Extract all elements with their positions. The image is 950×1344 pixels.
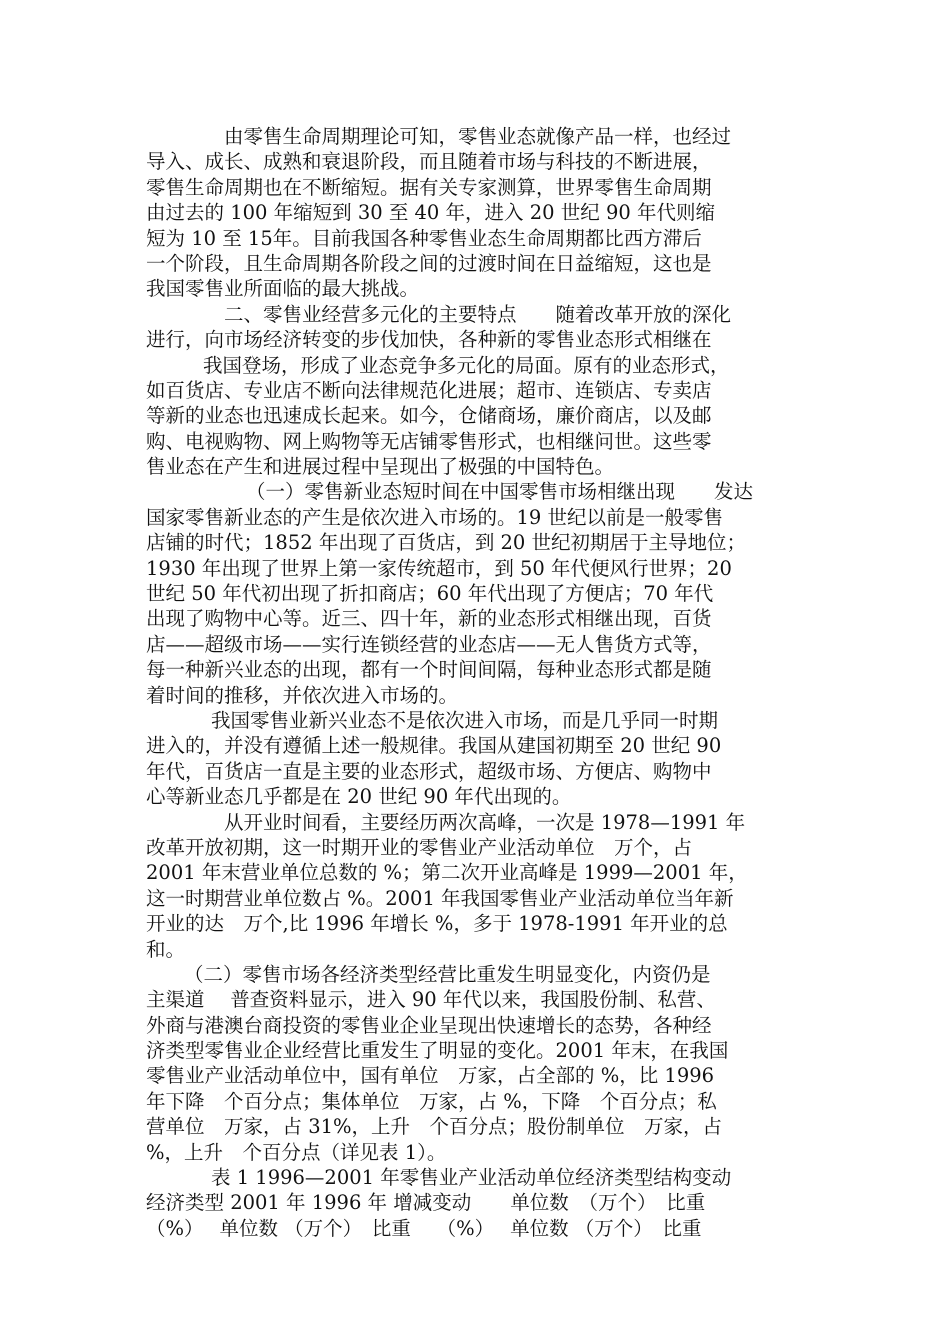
text-line: 等新的业态也迅速成长起来。如今，仓储商场，廉价商店，以及邮 [146, 404, 712, 428]
text-line: 营单位 万家，占 31%，上升 个百分点；股份制单位 万家，占 [146, 1115, 723, 1139]
text-line: 心等新业态几乎都是在 20 世纪 90 年代出现的。 [146, 785, 572, 809]
text-line: 主渠道 普查资料显示，进入 90 年代以来，我国股份制、私营、 [146, 988, 716, 1012]
text-line: 改革开放初期，这一时期开业的零售业产业活动单位 万个，占 [146, 835, 693, 859]
text-line: 店铺的时代；1852 年出现了百货店，到 20 世纪初期居于主导地位； [146, 531, 747, 555]
paragraph-subsection-two [146, 962, 806, 1165]
text-line: 年代，百货店一直是主要的业态形式，超级市场、方便店、购物中 [146, 759, 712, 783]
paragraph-china-formats [146, 708, 806, 810]
text-line: 如百货店、专业店不断向法律规范化进展；超市、连锁店、专卖店 [146, 378, 712, 402]
paragraph-new-formats [146, 353, 806, 480]
text-line: 短为 10 至 15年。目前我国各种零售业态生命周期都比西方滞后 [146, 226, 702, 250]
text-line: 售业态在产生和进展过程中呈现出了极强的中国特色。 [146, 455, 615, 479]
text-line: 店——超级市场——实行连锁经营的业态店——无人售货方式等， [146, 632, 712, 656]
text-line: 1930 年出现了世界上第一家传统超市，到 50 年代便风行世界；20 [146, 556, 732, 580]
text-line: 这一时期营业单位数占 %。2001 年我国零售业产业活动单位当年新 [146, 886, 734, 910]
text-line: 一个阶段，且生命周期各阶段之间的过渡时间在日益缩短，这也是 [146, 251, 712, 275]
text-line: 我国零售业所面临的最大挑战。 [146, 277, 420, 301]
text-line: 表 1 1996—2001 年零售业产业活动单位经济类型结构变动 [211, 1166, 732, 1190]
text-line: 外商与港澳台商投资的零售业企业呈现出快速增长的态势，各种经 [146, 1013, 712, 1037]
text-line: 着时间的推移，并依次进入市场的。 [146, 683, 459, 707]
text-line: 世纪 50 年代初出现了折扣商店；60 年代出现了方便店；70 年代 [146, 582, 714, 606]
text-line: 进行，向市场经济转变的步伐加快，各种新的零售业态形式相继在 [146, 328, 712, 352]
text-line: 零售业产业活动单位中，国有单位 万家，占全部的 %，比 1996 [146, 1064, 715, 1088]
text-line: %，上升 个百分点（详见表 1）。 [146, 1140, 447, 1164]
paragraph-subsection-one [146, 479, 806, 708]
paragraph-retail-lifecycle [146, 124, 806, 302]
text-line: 开业的达 万个,比 1996 年增长 %，多于 1978-1991 年开业的总 [146, 912, 728, 936]
text-line: （二）零售市场各经济类型经营比重发生明显变化，内资仍是 [184, 962, 711, 986]
text-line: （%） 单位数 （万个） 比重 （%） 单位数 （万个） 比重 [146, 1216, 702, 1240]
text-line: 进入的，并没有遵循上述一般规律。我国从建国初期至 20 世纪 90 [146, 734, 722, 758]
text-line: 由零售生命周期理论可知，零售业态就像产品一样，也经过 [224, 125, 732, 148]
text-line: 经济类型 2001 年 1996 年 增减变动 单位数 （万个） 比重 [146, 1191, 706, 1215]
text-line: 2001 年末营业单位总数的 %；第二次开业高峰是 1999—2001 年， [146, 861, 748, 885]
text-line: 和。 [146, 937, 186, 961]
text-line: 从开业时间看，主要经历两次高峰，一次是 1978—1991 年 [224, 810, 746, 834]
text-line: 由过去的 100 年缩短到 30 至 40 年，进入 20 世纪 90 年代则缩 [146, 201, 715, 225]
text-line: 购、电视购物、网上购物等无店铺零售形式，也相继问世。这些零 [146, 429, 712, 453]
paragraph-opening-peaks [146, 810, 806, 962]
text-line: 零售生命周期也在不断缩短。据有关专家测算，世界零售生命周期 [146, 175, 712, 199]
text-line: 年下降 个百分点；集体单位 万家，占 %，下降 个百分点；私 [146, 1089, 717, 1113]
text-line: 出现了购物中心等。近三、四十年，新的业态形式相继出现，百货 [146, 607, 712, 631]
document-page [146, 124, 806, 1241]
text-line: 我国零售业新兴业态不是依次进入市场，而是几乎同一时期 [211, 708, 719, 732]
text-line: 每一种新兴业态的出现，都有一个时间间隔，每种业态形式都是随 [146, 658, 712, 682]
table-caption [146, 1165, 806, 1241]
text-line: 国家零售新业态的产生是依次进入市场的。19 世纪以前是一般零售 [146, 505, 724, 529]
text-line: （一）零售新业态短时间在中国零售市场相继出现 发达 [246, 480, 754, 504]
text-line: 导入、成长、成熟和衰退阶段，而且随着市场与科技的不断进展， [146, 150, 712, 174]
section-heading-diversification [146, 302, 806, 353]
text-line: 二、零售业经营多元化的主要特点 随着改革开放的深化 [224, 302, 732, 326]
text-line: 济类型零售业企业经营比重发生了明显的变化。2001 年末，在我国 [146, 1039, 729, 1063]
text-line: 我国登场，形成了业态竞争多元化的局面。原有的业态形式， [203, 353, 730, 377]
